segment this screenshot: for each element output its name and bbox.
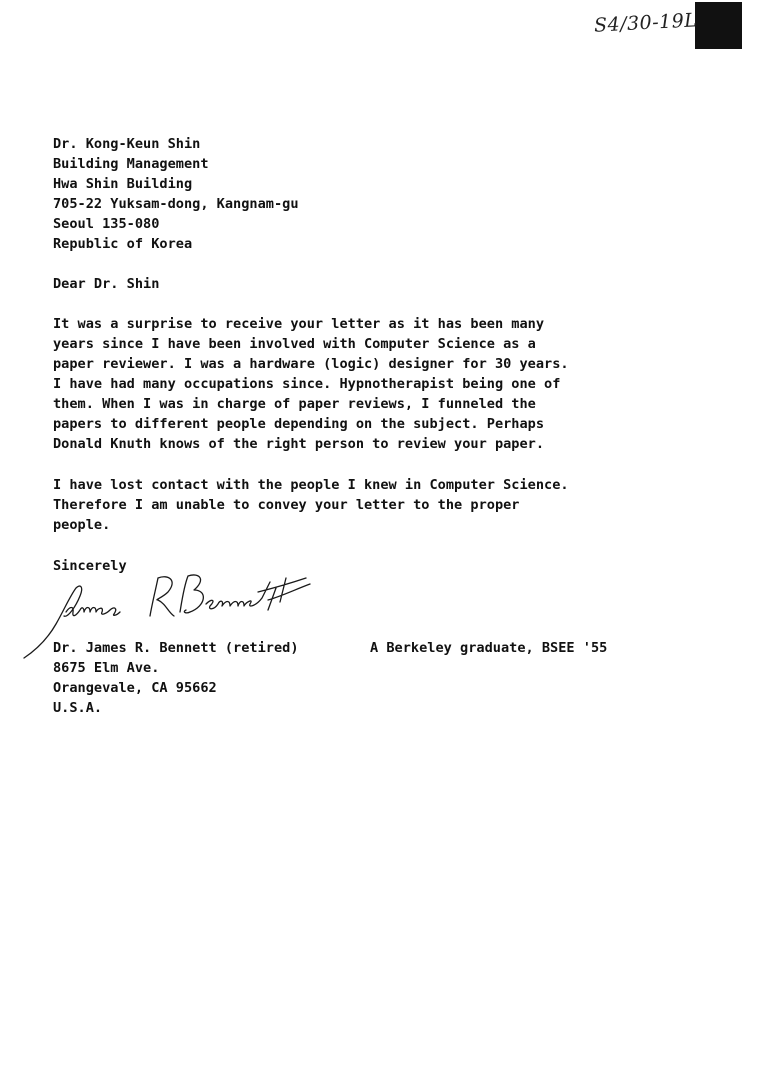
paragraph-line: I have lost contact with the people I knew in Computer Science. bbox=[53, 477, 569, 493]
salutation-text: Dear Dr. Shin bbox=[53, 276, 160, 292]
sender-line: Dr. James R. Bennett (retired) bbox=[53, 640, 299, 656]
recipient-line: Seoul 135-080 bbox=[53, 216, 160, 232]
body-paragraph-1 bbox=[53, 314, 569, 454]
recipient-line: Dr. Kong-Keun Shin bbox=[53, 136, 201, 152]
paragraph-line: I have had many occupations since. Hypnotherapist being one of bbox=[53, 376, 561, 392]
paragraph-line: papers to different people depending on the subject. Perhaps bbox=[53, 416, 545, 432]
paragraph-line: people. bbox=[53, 517, 111, 533]
paragraph-line: Therefore I am unable to convey your letter to the proper bbox=[53, 497, 520, 513]
sender-line: 8675 Elm Ave. bbox=[53, 660, 160, 676]
sender-line: U.S.A. bbox=[53, 700, 103, 716]
closing-text: Sincerely bbox=[53, 558, 127, 574]
recipient-line: Republic of Korea bbox=[53, 236, 193, 252]
recipient-line: Hwa Shin Building bbox=[53, 176, 193, 192]
handwritten-reference-note: S4/30-19L bbox=[593, 9, 698, 37]
recipient-line: Building Management bbox=[53, 156, 209, 172]
paragraph-line: paper reviewer. I was a hardware (logic) designer for 30 years. bbox=[53, 356, 569, 372]
paragraph-line: Donald Knuth knows of the right person to review your paper. bbox=[53, 436, 545, 452]
body-paragraph-2 bbox=[53, 475, 569, 535]
sender-address bbox=[53, 638, 299, 718]
recipient-line: 705-22 Yuksam-dong, Kangnam-gu bbox=[53, 196, 299, 212]
corner-black-mark bbox=[695, 2, 742, 49]
paragraph-line: them. When I was in charge of paper reviews, I funneled the bbox=[53, 396, 536, 412]
sender-tagline: A Berkeley graduate, BSEE '55 bbox=[370, 640, 608, 656]
paragraph-line: years since I have been involved with Computer Science as a bbox=[53, 336, 536, 352]
salutation bbox=[53, 274, 159, 294]
recipient-address bbox=[53, 134, 299, 254]
paragraph-line: It was a surprise to receive your letter as it has been many bbox=[53, 316, 545, 332]
sender-line: Orangevale, CA 95662 bbox=[53, 680, 217, 696]
